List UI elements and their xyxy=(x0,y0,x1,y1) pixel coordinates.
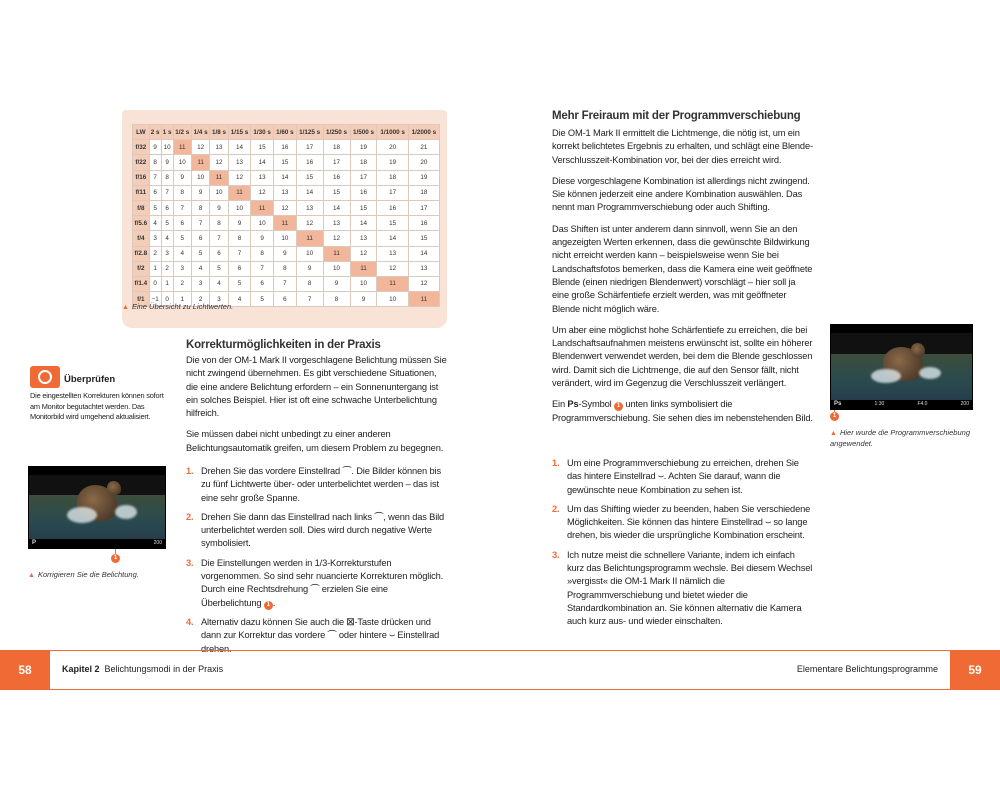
table-cell: 14 xyxy=(377,231,408,246)
table-cell: 9 xyxy=(173,170,191,185)
table-cell: 18 xyxy=(323,140,350,155)
list-text: Um das Shifting wieder zu beenden, haben Sie verschiedene Möglichkeiten. Sie können das hintere Einstellrad xyxy=(567,503,811,528)
row-header-aperture: f/22 xyxy=(133,155,150,170)
table-cell: 6 xyxy=(191,231,209,246)
list-number: 1. xyxy=(552,458,560,468)
column-header: 1/125 s xyxy=(296,125,323,140)
table-cell: 15 xyxy=(350,200,377,215)
table-cell: 9 xyxy=(191,185,209,200)
left-steps-list xyxy=(186,465,448,662)
ps-symbol: Ps xyxy=(567,399,579,410)
table-cell: 18 xyxy=(408,185,439,200)
table-cell: 7 xyxy=(210,231,228,246)
camera-info-bar xyxy=(29,539,165,548)
footer-section-title: Elementare Belichtungsprogramme xyxy=(796,664,938,674)
table-cell: 15 xyxy=(377,216,408,231)
table-cell: 10 xyxy=(274,231,297,246)
table-cell: 11 xyxy=(350,261,377,276)
section-heading-programmverschiebung: Mehr Freiraum mit der Programmverschiebung xyxy=(552,110,801,122)
table-cell: 11 xyxy=(274,216,297,231)
chapter-title: Belichtungsmodi in der Praxis xyxy=(104,664,224,674)
table-cell: 11 xyxy=(191,155,209,170)
table-cell: 1 xyxy=(173,292,191,307)
list-item xyxy=(186,511,448,551)
exposure-compensation-icon: ☒ xyxy=(346,616,355,627)
table-cell: 8 xyxy=(323,292,350,307)
table-cell: 19 xyxy=(377,155,408,170)
tip-title: Überprüfen xyxy=(64,374,116,385)
table-cell: 5 xyxy=(251,292,274,307)
table-cell: 5 xyxy=(191,246,209,261)
table-cell: 16 xyxy=(408,216,439,231)
table-cell: 9 xyxy=(296,261,323,276)
table-cell: 19 xyxy=(408,170,439,185)
rear-dial-icon: ⌣ xyxy=(389,630,395,641)
table-cell: 17 xyxy=(350,170,377,185)
table-cell: 14 xyxy=(350,216,377,231)
table-cell: 1 xyxy=(161,276,173,291)
list-text: Alternativ dazu können Sie auch die xyxy=(201,616,347,627)
table-cell: 8 xyxy=(161,170,173,185)
list-text: . Die Bilder können bis zu fünf Lichtwerte über- oder unterbelichtet werden – das ist eine sehr große Spanne. xyxy=(201,466,441,503)
column-header: 1/500 s xyxy=(350,125,377,140)
table-cell: 10 xyxy=(228,200,251,215)
row-header-aperture: f/32 xyxy=(133,140,150,155)
column-header: 1/15 s xyxy=(228,125,251,140)
table-cell: 21 xyxy=(408,140,439,155)
table-cell: 6 xyxy=(149,185,161,200)
table-cell: 10 xyxy=(296,246,323,261)
iso-indicator: 200 xyxy=(153,540,162,546)
table-cell: 20 xyxy=(408,155,439,170)
table-cell: 6 xyxy=(173,216,191,231)
table-cell: 9 xyxy=(161,155,173,170)
table-cell: 15 xyxy=(408,231,439,246)
table-cell: 15 xyxy=(274,155,297,170)
table-cell: 0 xyxy=(161,292,173,307)
rear-dial-icon: ⌣ xyxy=(765,517,771,528)
front-dial-icon: ⌒ xyxy=(327,630,337,641)
camera-icon xyxy=(30,366,60,388)
shutter-indicator: 1:30 xyxy=(874,401,885,407)
list-text: Einstellrad drehen. xyxy=(201,630,440,654)
table-cell: 16 xyxy=(377,200,408,215)
table-cell: 6 xyxy=(210,246,228,261)
table-cell: 12 xyxy=(251,185,274,200)
list-text: Drehen Sie das vordere Einstellrad xyxy=(201,466,343,476)
list-text: Drehen Sie dann das Einstellrad nach links xyxy=(201,511,375,522)
table-cell: 4 xyxy=(210,276,228,291)
table-cell: 10 xyxy=(173,155,191,170)
table-cell: 11 xyxy=(173,140,191,155)
table-row xyxy=(133,200,440,215)
table-cell: 12 xyxy=(274,200,297,215)
tip-text: Die eingestellten Korrekturen können sofort am Monitor begutachtet werden. Das Monitorbild wird umgehend aktualisiert. xyxy=(30,391,164,421)
row-header-aperture: f/1 xyxy=(133,292,150,307)
row-header-aperture: f/2.8 xyxy=(133,246,150,261)
list-text: . xyxy=(272,597,276,608)
table-cell: 12 xyxy=(228,170,251,185)
right-image-caption-text: Hier wurde die Programmverschiebung angewendet. xyxy=(830,428,970,448)
left-image-caption-text: Korrigieren Sie die Belichtung. xyxy=(37,570,139,579)
paragraph: Die OM-1 Mark II ermittelt die Lichtmenge, die nötig ist, um ein korrekt belichtetes Ergebnis zu erhalten, und schlägt eine Blende-Verschlusszeit-Kombination vor, bei der dies erreicht wird. xyxy=(552,128,813,165)
right-image-caption xyxy=(830,428,975,449)
text: unten links symbolisiert die Programmverschiebung. Sie sehen dies im nebenstehenden Bild. xyxy=(552,399,813,423)
table-cell: 9 xyxy=(228,216,251,231)
table-cell: 9 xyxy=(210,200,228,215)
list-text: Ich nutze meist die schnellere Variante, indem ich einfach kurz das Belichtungsprogramm wechsle. Bei diesem Wechsel »vergisst« die OM-1 Mark II nämlich die Programmverschiebung und bietet wieder die Standardkombination an. Sie können alternativ die Kamera auch kurz aus- und wieder einschalten. xyxy=(567,549,813,627)
right-paragraphs xyxy=(552,127,814,433)
table-cell: 6 xyxy=(228,261,251,276)
table-cell: 13 xyxy=(296,200,323,215)
table-cell: 13 xyxy=(350,231,377,246)
list-text: so lange drehen, bis wieder die ursprüngliche Kombination erscheint. xyxy=(567,517,808,541)
column-header: 1/60 s xyxy=(274,125,297,140)
table-cell: 4 xyxy=(173,246,191,261)
table-cell: 15 xyxy=(251,140,274,155)
table-cell: 12 xyxy=(408,276,439,291)
table-cell: 9 xyxy=(323,276,350,291)
row-header-aperture: f/1.4 xyxy=(133,276,150,291)
table-cell: 5 xyxy=(149,200,161,215)
table-cell: 12 xyxy=(210,155,228,170)
table-cell: 4 xyxy=(228,292,251,307)
callout-marker: 1 xyxy=(830,412,839,421)
column-header: 1/4 s xyxy=(191,125,209,140)
list-text: oder hintere xyxy=(336,630,390,641)
table-cell: 20 xyxy=(377,140,408,155)
table-cell: 11 xyxy=(251,200,274,215)
table-cell: 17 xyxy=(323,155,350,170)
list-number: 2. xyxy=(552,503,560,514)
row-header-aperture: f/5.6 xyxy=(133,216,150,231)
table-cell: 8 xyxy=(251,246,274,261)
list-number: 4. xyxy=(186,616,194,627)
caption-triangle-icon: ▲ xyxy=(28,572,35,579)
column-header: 1/250 s xyxy=(323,125,350,140)
table-cell: 13 xyxy=(377,246,408,261)
table-row xyxy=(133,261,440,276)
table-cell: 11 xyxy=(296,231,323,246)
table-cell: 15 xyxy=(296,170,323,185)
table-cell: 17 xyxy=(377,185,408,200)
paragraph: Die von der OM-1 Mark II vorgeschlagene Belichtung müssen Sie nicht zwingend übernehmen. Es gibt verschiedene Situationen, die eine andere Belichtung erfordern – ein Sonnenuntergang ist ein solches Beispiel. Hier ist oft eine schwache Unterbelichtung hilfreich. xyxy=(186,355,447,419)
rear-dial-icon: ⌣ xyxy=(657,471,664,482)
table-cell: 13 xyxy=(323,216,350,231)
table-cell: 7 xyxy=(173,200,191,215)
page-footer xyxy=(0,650,1000,690)
table-cell: 12 xyxy=(350,246,377,261)
table-cell: −1 xyxy=(149,292,161,307)
front-dial-icon: ⌒ xyxy=(342,466,352,476)
table-cell: 10 xyxy=(191,170,209,185)
column-header: 1 s xyxy=(161,125,173,140)
front-dial-right-icon: ⌒ xyxy=(310,584,320,595)
table-cell: 7 xyxy=(191,216,209,231)
table-cell: 14 xyxy=(228,140,251,155)
table-row xyxy=(133,231,440,246)
table-cell: 7 xyxy=(228,246,251,261)
list-text: Die Einstellungen werden in 1/3-Korrekturstufen vorgenommen. So sind sehr nuancierte Korrekturen möglich. Durch eine Rechtsdrehung xyxy=(201,557,444,595)
table-cell: 2 xyxy=(191,292,209,307)
chapter-label: Kapitel 2 xyxy=(62,664,100,674)
list-number: 1. xyxy=(186,466,194,476)
table-cell: 7 xyxy=(296,292,323,307)
table-cell: 10 xyxy=(210,185,228,200)
callout-marker: 1 xyxy=(111,554,120,563)
table-cell: 10 xyxy=(161,140,173,155)
list-text: -Taste drücken und dann zur Korrektur das vordere xyxy=(201,616,431,641)
page-number-left: 58 xyxy=(0,650,50,690)
text: -Symbol xyxy=(578,399,614,410)
table-cell: 13 xyxy=(274,185,297,200)
table-cell: 14 xyxy=(408,246,439,261)
table-cell: 7 xyxy=(149,170,161,185)
table-cell: 15 xyxy=(323,185,350,200)
table-cell: 5 xyxy=(228,276,251,291)
table-row xyxy=(133,216,440,231)
table-cell: 8 xyxy=(210,216,228,231)
table-cell: 6 xyxy=(251,276,274,291)
table-cell: 12 xyxy=(191,140,209,155)
table-cell: 8 xyxy=(274,261,297,276)
table-cell: 14 xyxy=(323,200,350,215)
table-cell: 11 xyxy=(228,185,251,200)
table-row xyxy=(133,185,440,200)
table-cell: 14 xyxy=(251,155,274,170)
table-cell: 3 xyxy=(210,292,228,307)
column-header: 1/8 s xyxy=(210,125,228,140)
list-text: , wenn das Bild unterbelichtet werden soll. Dies wird durch negative Werte symbolisiert. xyxy=(201,511,445,549)
table-header-row xyxy=(133,125,440,140)
page-number-right: 59 xyxy=(950,650,1000,690)
row-header-aperture: f/2 xyxy=(133,261,150,276)
table-cell: 1 xyxy=(149,261,161,276)
table-cell: 8 xyxy=(149,155,161,170)
caption-triangle-icon: ▲ xyxy=(122,304,129,311)
table-cell: 5 xyxy=(161,216,173,231)
list-text: . Achten Sie darauf, wann die gewünschte neue Kombination zu sehen ist. xyxy=(567,471,781,495)
paragraph: Sie müssen dabei nicht unbedingt zu einer anderen Belichtungsautomatik greifen, um diesem Problem zu begegnen. xyxy=(186,429,444,453)
table-cell: 13 xyxy=(210,140,228,155)
table-cell: 2 xyxy=(161,261,173,276)
table-caption xyxy=(122,302,233,311)
aperture-indicator: F4.0 xyxy=(917,401,928,407)
table-cell: 12 xyxy=(296,216,323,231)
table-cell: 0 xyxy=(149,276,161,291)
list-number: 3. xyxy=(186,557,194,568)
callout-marker: 1 xyxy=(264,601,273,610)
exposure-value-table xyxy=(132,124,440,307)
table-cell: 8 xyxy=(296,276,323,291)
table-cell: 18 xyxy=(350,155,377,170)
list-item xyxy=(552,549,814,629)
table-cell: 2 xyxy=(149,246,161,261)
table-cell: 10 xyxy=(377,292,408,307)
table-cell: 10 xyxy=(323,261,350,276)
table-cell: 6 xyxy=(161,200,173,215)
mode-indicator: Ps xyxy=(834,401,842,407)
exposure-value-table-panel xyxy=(122,110,447,328)
table-cell: 6 xyxy=(274,292,297,307)
table-cell: 14 xyxy=(274,170,297,185)
table-cell: 3 xyxy=(173,261,191,276)
table-cell: 16 xyxy=(296,155,323,170)
camera-status-bar xyxy=(831,325,972,333)
camera-monitor-image-left xyxy=(28,466,166,549)
footer-chapter xyxy=(62,664,223,674)
front-dial-left-icon: ⌒ xyxy=(374,511,384,522)
list-item xyxy=(186,465,448,505)
camera-status-bar xyxy=(29,467,165,475)
column-header: 2 s xyxy=(149,125,161,140)
section-heading-korrektur: Korrekturmöglichkeiten in der Praxis xyxy=(186,339,381,351)
column-header: 1/2 s xyxy=(173,125,191,140)
table-cell: 19 xyxy=(350,140,377,155)
camera-monitor-image-right xyxy=(830,324,973,410)
table-cell: 11 xyxy=(323,246,350,261)
caption-triangle-icon: ▲ xyxy=(830,430,837,437)
table-cell: 4 xyxy=(191,261,209,276)
camera-info-bar xyxy=(831,400,972,409)
table-cell: 7 xyxy=(274,276,297,291)
table-cell: 8 xyxy=(173,185,191,200)
column-header: 1/30 s xyxy=(251,125,274,140)
mode-indicator: P xyxy=(32,540,37,546)
table-cell: 10 xyxy=(251,216,274,231)
table-cell: 9 xyxy=(274,246,297,261)
table-row xyxy=(133,246,440,261)
table-cell: 16 xyxy=(274,140,297,155)
table-cell: 18 xyxy=(377,170,408,185)
table-cell: 12 xyxy=(377,261,408,276)
row-header-aperture: f/4 xyxy=(133,231,150,246)
list-item xyxy=(186,557,448,610)
table-cell: 11 xyxy=(408,292,439,307)
paragraph: Um aber eine möglichst hohe Schärfentiefe zu erreichen, die bei Landschaftsaufnahmen meistens erwünscht ist, sollte ein höherer Blendenwert verwendet werden, bei dem die Blende geschlossen wird. Damit sich die Lichtmenge, die auf den Sensor fällt, nicht verändert, wird im Gegenzug die Verschlusszeit verlängert. xyxy=(552,324,813,389)
list-item xyxy=(552,503,814,543)
column-header: 1/1000 s xyxy=(377,125,408,140)
paragraph: Das Shiften ist unter anderem dann sinnvoll, wenn Sie an den angezeigten Werten erkennen, dass die gewünschte Bildwirkung nicht erreicht werden kann – beispielsweise wenn Sie bei Landschaftsfotos bemerken, dass die Kamera eine weit geöffnete Blende (einen niedrigen Blendenwert) vorschlägt – hier soll ja eine große Schärfentiefe erzielt werden, was mit geöffneter Blende nicht möglich wäre. xyxy=(552,223,813,314)
table-cell: 13 xyxy=(228,155,251,170)
table-cell: 7 xyxy=(251,261,274,276)
table-cell: 9 xyxy=(251,231,274,246)
list-number: 3. xyxy=(552,549,560,560)
table-cell: 13 xyxy=(251,170,274,185)
table-row xyxy=(133,170,440,185)
list-item xyxy=(552,457,814,497)
table-cell: 4 xyxy=(149,216,161,231)
paragraph: Diese vorgeschlagene Kombination ist allerdings nicht zwingend. Sie können jederzeit eine andere Kombination auswählen. Das nennt man Programmverschiebung oder auch Shifting. xyxy=(552,175,810,213)
row-header-aperture: f/16 xyxy=(133,170,150,185)
row-header-aperture: f/11 xyxy=(133,185,150,200)
list-text: Um eine Programmverschiebung zu erreichen, drehen Sie das hintere Einstellrad xyxy=(567,458,799,482)
table-cell: 4 xyxy=(161,231,173,246)
table-cell: 9 xyxy=(350,292,377,307)
paragraph xyxy=(552,398,814,425)
table-cell: 12 xyxy=(323,231,350,246)
list-number: 2. xyxy=(186,511,194,522)
left-paragraphs xyxy=(186,354,448,463)
list-text: erzielen Sie eine Überbelichtung xyxy=(201,584,388,608)
table-cell: 8 xyxy=(191,200,209,215)
text: Ein xyxy=(552,399,568,410)
table-cell: 17 xyxy=(296,140,323,155)
table-row xyxy=(133,155,440,170)
table-cell: 16 xyxy=(323,170,350,185)
table-cell: 3 xyxy=(149,231,161,246)
callout-marker: 1 xyxy=(614,402,623,411)
column-header: LW xyxy=(133,125,150,140)
table-cell: 7 xyxy=(161,185,173,200)
table-cell: 10 xyxy=(350,276,377,291)
table-cell: 16 xyxy=(350,185,377,200)
table-cell: 5 xyxy=(210,261,228,276)
left-image-caption xyxy=(28,570,168,581)
table-cell: 13 xyxy=(408,261,439,276)
table-caption-text: Eine Übersicht zu Lichtwerten. xyxy=(131,302,234,311)
right-steps-list xyxy=(552,457,814,635)
table-row xyxy=(133,276,440,291)
table-cell: 5 xyxy=(173,231,191,246)
table-cell: 14 xyxy=(296,185,323,200)
table-cell: 2 xyxy=(173,276,191,291)
table-cell: 9 xyxy=(149,140,161,155)
table-row xyxy=(133,140,440,155)
table-cell: 11 xyxy=(210,170,228,185)
table-cell: 11 xyxy=(377,276,408,291)
row-header-aperture: f/8 xyxy=(133,200,150,215)
table-cell: 3 xyxy=(191,276,209,291)
iso-indicator: 200 xyxy=(960,401,969,407)
table-cell: 3 xyxy=(161,246,173,261)
table-cell: 17 xyxy=(408,200,439,215)
table-cell: 8 xyxy=(228,231,251,246)
column-header: 1/2000 s xyxy=(408,125,439,140)
